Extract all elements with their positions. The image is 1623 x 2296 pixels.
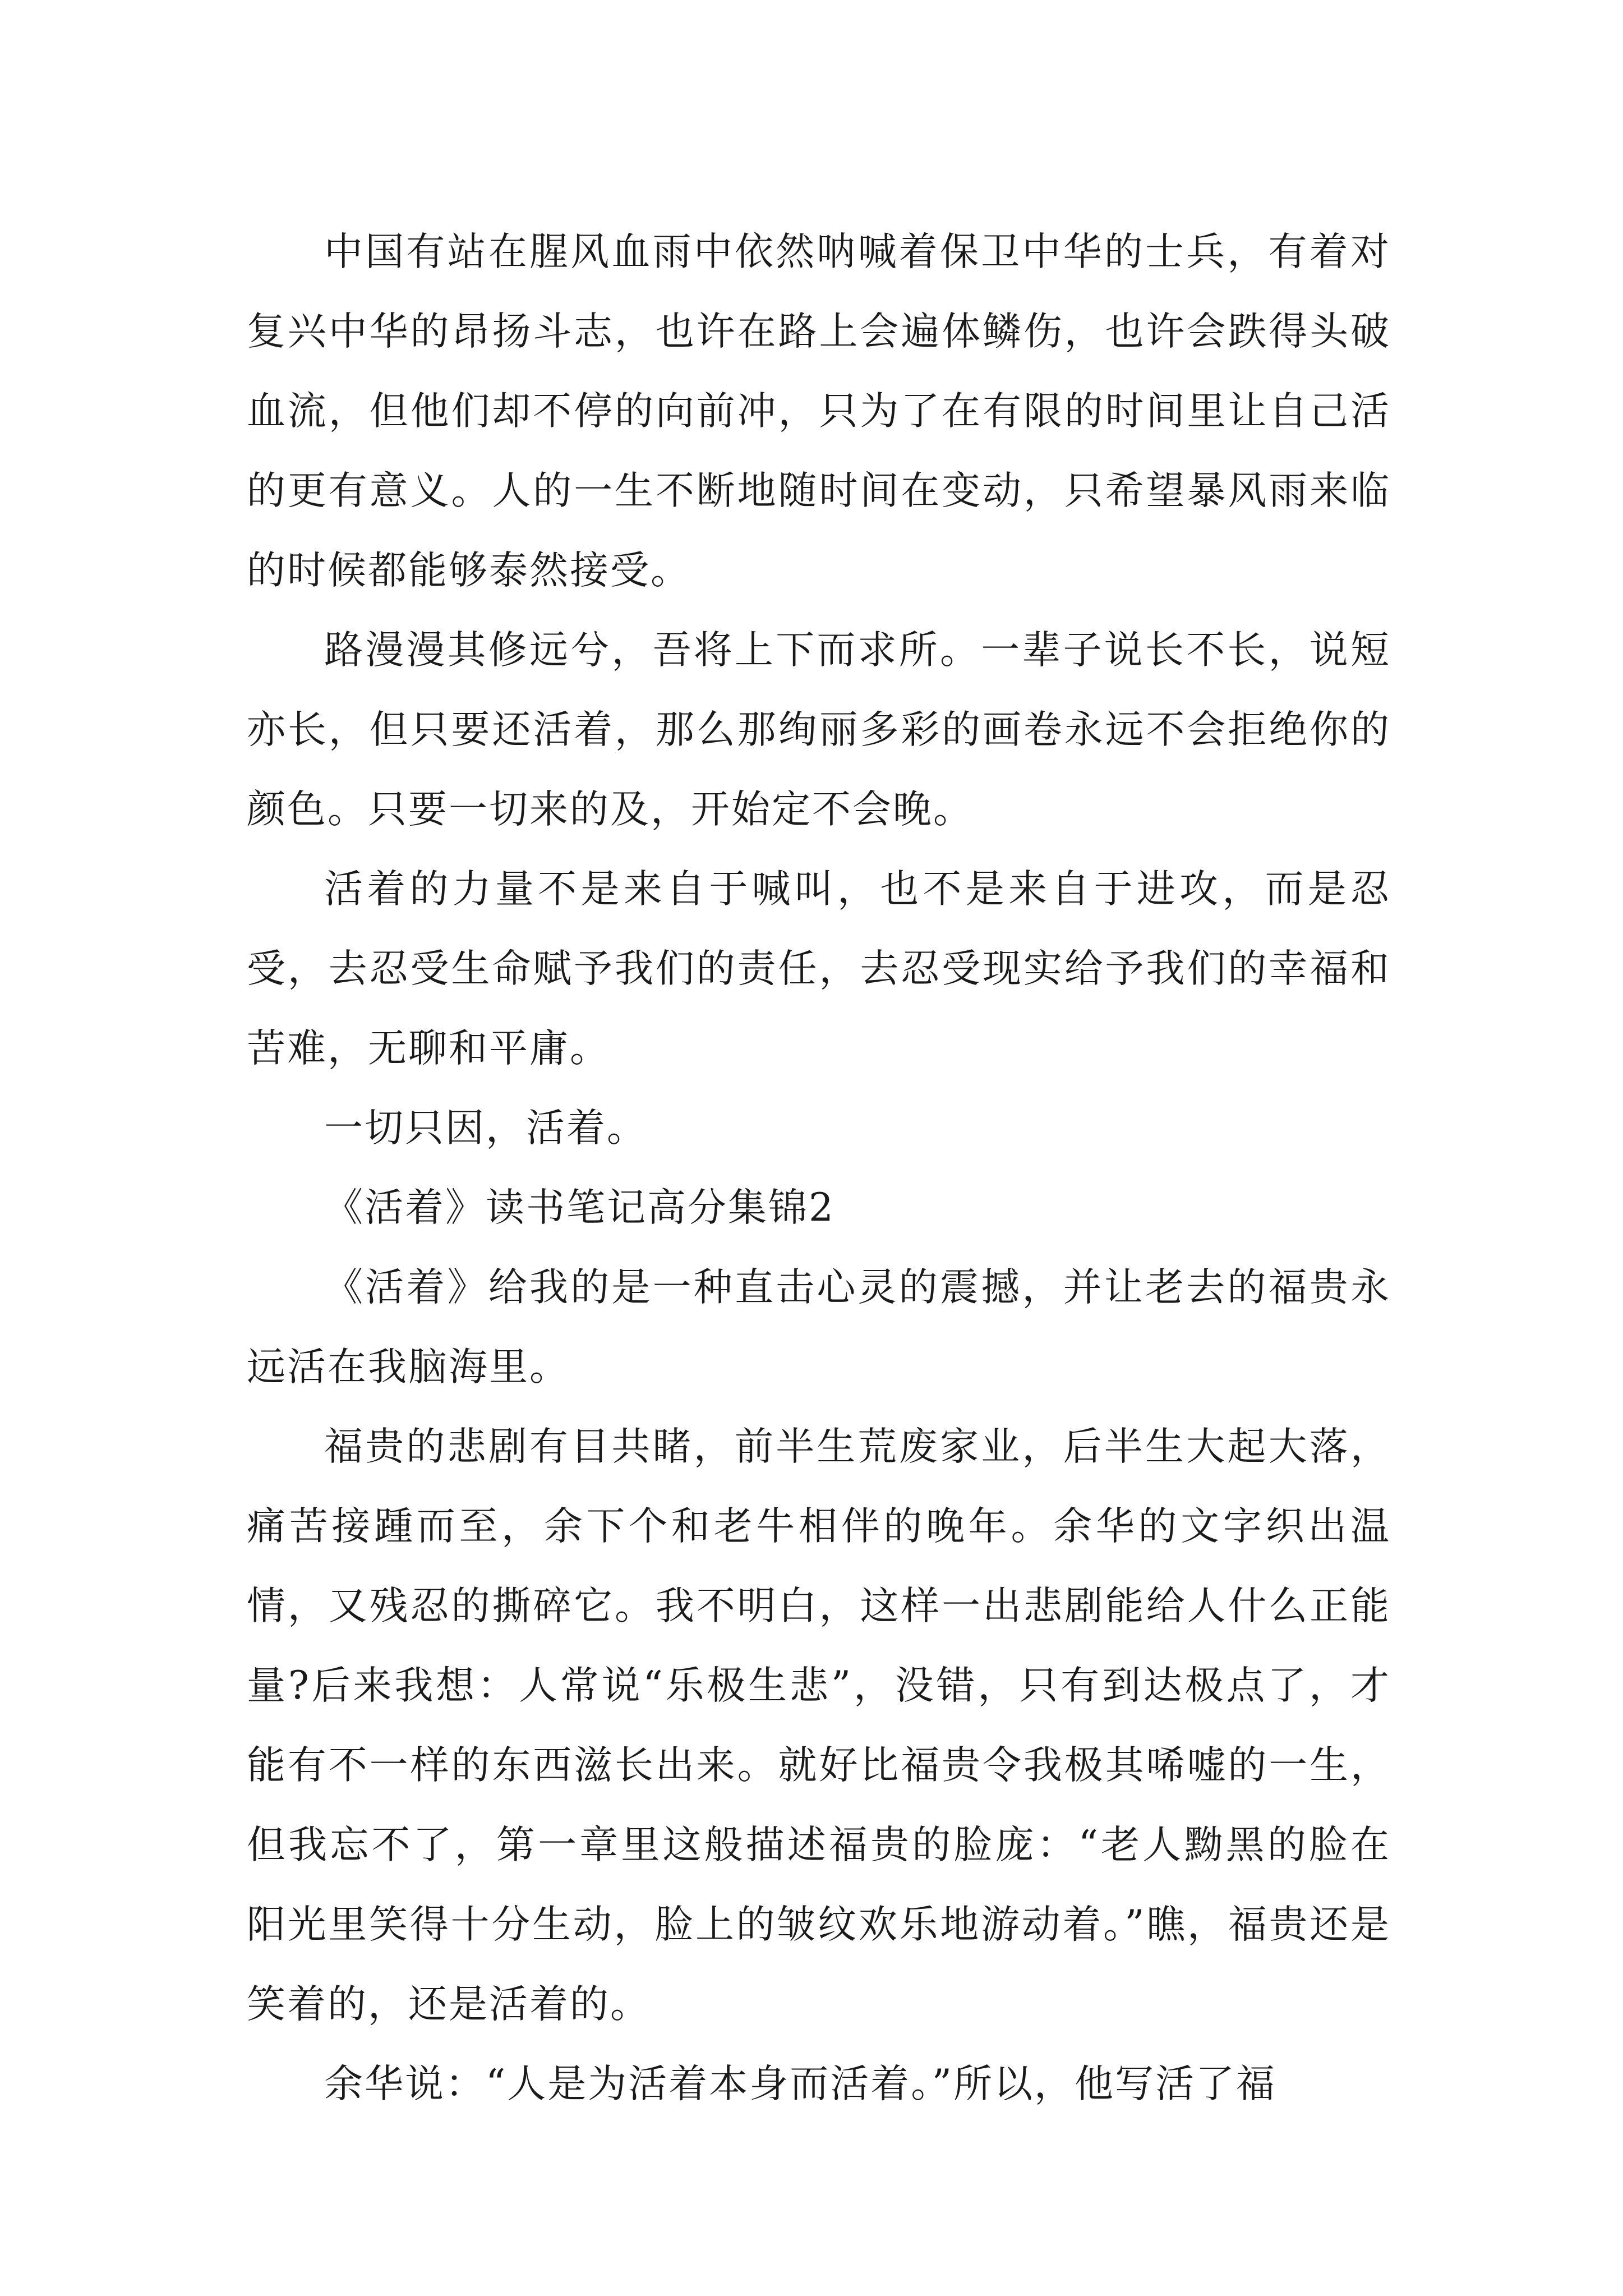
paragraph-3: 活着的力量不是来自于喊叫，也不是来自于进攻，而是忍受，去忍受生命赋予我们的责任，去忍受现实给予我们的幸福和苦难，无聊和平庸。 xyxy=(247,867,1391,1071)
document-body xyxy=(247,212,1391,2124)
paragraph-6: 福贵的悲剧有目共睹，前半生荒废家业，后半生大起大落，痛苦接踵而至，余下个和老牛相伴的晚年。余华的文字织出温情，又残忍的撕碎它。我不明白，这样一出悲剧能给人什么正能量?后来我想：人常说“乐极生悲”，没错，只有到达极点了，才能有不一样的东西滋长出来。就好比福贵令我极其唏嘘的一生，但我忘不了，第一章里这般描述福贵的脸庞：“老人黝黑的脸在阳光里笑得十分生动，脸上的皱纹欢乐地游动着。”瞧，福贵还是笑着的，还是活着的。 xyxy=(247,1424,1391,2027)
section-heading: 《活着》读书笔记高分集锦2 xyxy=(324,1185,835,1230)
paragraph-4: 一切只因，活着。 xyxy=(324,1106,647,1151)
paragraph-5: 《活着》给我的是一种直击心灵的震撼，并让老去的福贵永远活在我脑海里。 xyxy=(247,1265,1391,1389)
paragraph-1: 中国有站在腥风血雨中依然呐喊着保卫中华的士兵，有着对复兴中华的昂扬斗志，也许在路上会遍体鳞伤，也许会跌得头破血流，但他们却不停的向前冲，只为了在有限的时间里让自己活的更有意义。人的一生不断地随时间在变动，只希望暴风雨来临的时候都能够泰然接受。 xyxy=(247,229,1391,593)
paragraph-7: 余华说：“人是为活着本身而活着。”所以，他写活了福 xyxy=(324,2062,1277,2106)
paragraph-2: 路漫漫其修远兮，吾将上下而求所。一辈子说长不长，说短亦长，但只要还活着，那么那绚丽多彩的画卷永远不会拒绝你的颜色。只要一切来的及，开始定不会晚。 xyxy=(247,628,1391,832)
